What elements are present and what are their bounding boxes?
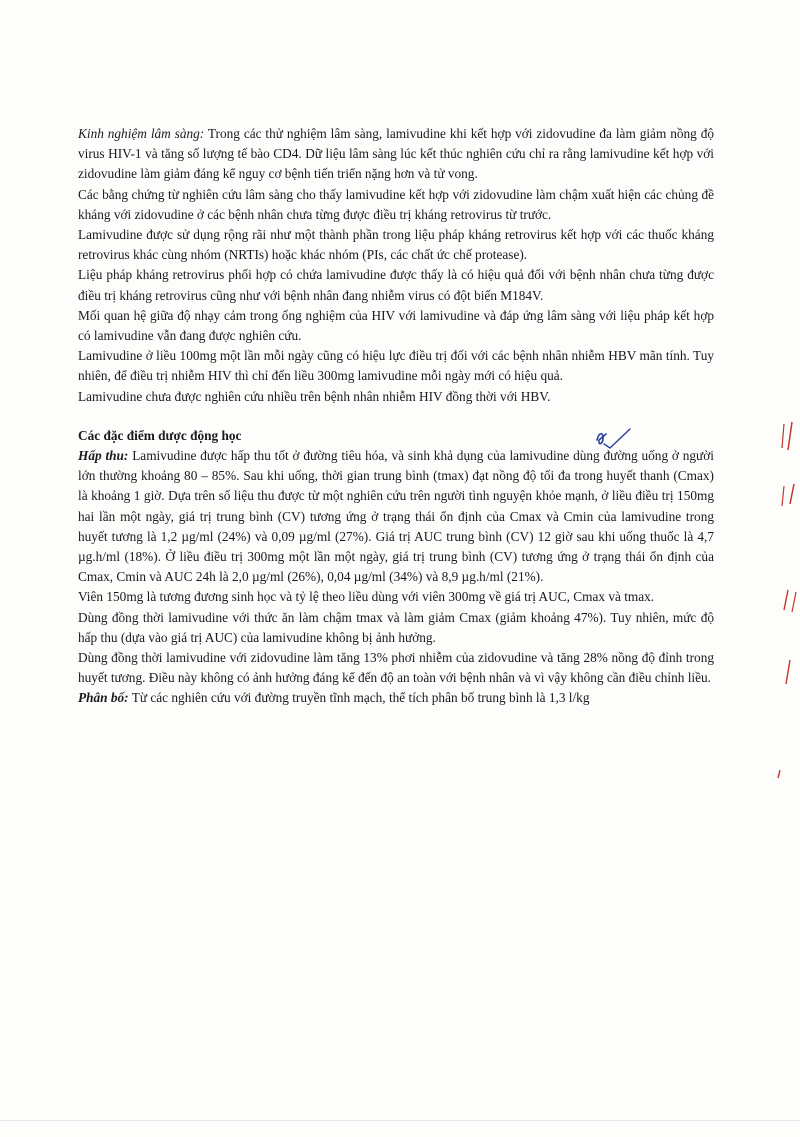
- clinical-experience-text: Trong các thử nghiệm lâm sàng, lamivudine khi kết hợp với zidovudine đa làm giảm nồng độ virus HIV-1 và tăng số lượng tế bào CD4. Dữ liệu lâm sàng lúc kết thúc nghiên cứu chỉ ra rằng lamivudine kết hợp với zidovudine làm giảm đáng kể nguy cơ bệnh tiến triển nặng hơn và tử vong.: [78, 126, 714, 182]
- distribution-label: Phân bố:: [78, 690, 129, 706]
- paragraph-hbv-dosing: Lamivudine ở liều 100mg một lần mỗi ngày cũng có hiệu lực điều trị đối với các bệnh nhân nhiễm HBV mãn tính. Tuy nhiên, để điều trị nhiễm HIV thì chỉ đến liều 300mg lamivudine mỗi ngày mới có hiệu quả.: [78, 348, 714, 384]
- paragraph-bioequivalence: Viên 150mg là tương đương sinh học và tỷ lệ theo liều dùng với viên 300mg về giá trị AUC, Cmax và tmax.: [78, 589, 655, 605]
- paragraph-clinical-experience: [78, 124, 714, 185]
- paragraph-zidovudine-interaction: Dùng đồng thời lamivudine với zidovudine làm tăng 13% phơi nhiễm của zidovudine và tăng 28% nồng độ đỉnh trong huyết tương. Điều này không có ảnh hưởng đáng kể đến độ an toàn với bệnh nhân và vì vậy không cần điều chỉnh liều.: [78, 650, 714, 686]
- paragraph-distribution: [78, 688, 714, 708]
- paragraph-food-effect: Dùng đồng thời lamivudine với thức ăn làm chậm tmax và làm giảm Cmax (giảm khoảng 47%). Tuy nhiên, mức độ hấp thu (dựa vào giá trị AUC) của lamivudine không bị ảnh hưởng.: [78, 609, 714, 645]
- handwritten-initial-mark: [594, 426, 634, 452]
- absorption-text: Lamivudine được hấp thu tốt ở đường tiêu hóa, và sinh khả dụng của lamivudine dùng đường uống ở người lớn thường khoảng 80 – 85%. Sau khi uống, thời gian trung bình (tmax) đạt nồng độ tối đa trong huyết thanh (Cmax) là khoảng 1 giờ. Dựa trên số liệu thu được từ một nghiên cứu trên người tình nguyện khỏe mạnh, ở liều điều trị 150mg hai lần một ngày, giá trị trung bình (CV) tương ứng ở trạng thái ổn định của Cmax và Cmin của lamivudine trong huyết tương là 1,2 µg/ml (24%) và 0,09 µg/ml (27%). Giá trị AUC trung bình (CV) 12 giờ sau khi uống thuốc là 4,7 µg.h/ml (18%). Ở liều điều trị 300mg một lần một ngày, giá trị trung bình (CV) tương ứng ở trạng thái ổn định của Cmax, Cmin và AUC 24h là 2,0 µg/ml (26%), 0,04 µg/ml (34%) và 8,9 µg.h/ml (21%).: [78, 448, 714, 585]
- paragraph-hiv-hbv-coinfection: Lamivudine chưa được nghiên cứu nhiều trên bệnh nhân nhiễm HIV đồng thời với HBV.: [78, 388, 551, 404]
- absorption-label: Hấp thu:: [78, 448, 129, 464]
- paragraph-m184v-efficacy: Liệu pháp kháng retrovirus phối hợp có chứa lamivudine được thấy là có hiệu quả đối với bệnh nhân chưa từng được điều trị kháng retrovirus cũng như với bệnh nhân đang nhiễm virus có đột biến M184V.: [78, 267, 714, 303]
- paragraph-susceptibility-relation: Mối quan hệ giữa độ nhạy cảm trong ống nghiệm của HIV với lamivudine và đáp ứng lâm sàng với liệu pháp kết hợp có lamivudine vẫn đang được nghiên cứu.: [78, 307, 714, 344]
- paragraph-combination-therapy: Lamivudine được sử dụng rộng rãi như một thành phần trong liệu pháp kháng retrovirus kết hợp với các thuốc kháng retrovirus khác cùng nhóm (NRTIs) hoặc khác nhóm (PIs, các chất ức chế protease).: [78, 227, 714, 263]
- clinical-experience-label: Kinh nghiệm lâm sàng:: [78, 126, 205, 141]
- edge-stamp-marks: [770, 420, 800, 780]
- document-body: [78, 124, 714, 709]
- page-bottom-rule: [0, 1120, 800, 1121]
- paragraph-absorption: [78, 446, 714, 587]
- paragraph-resistance-evidence: Các bằng chứng từ nghiên cứu lâm sàng cho thấy lamivudine kết hợp với zidovudine làm chậm xuất hiện các chủng đề kháng với zidovudine ở các bệnh nhân chưa từng được điều trị kháng retrovirus từ trước.: [78, 186, 714, 222]
- distribution-text: Từ các nghiên cứu với đường truyền tĩnh mạch, thể tích phân bố trung bình là 1,3 l/kg: [128, 690, 590, 706]
- section-heading-pharmacokinetics: Các đặc điểm dược động học: [78, 427, 242, 443]
